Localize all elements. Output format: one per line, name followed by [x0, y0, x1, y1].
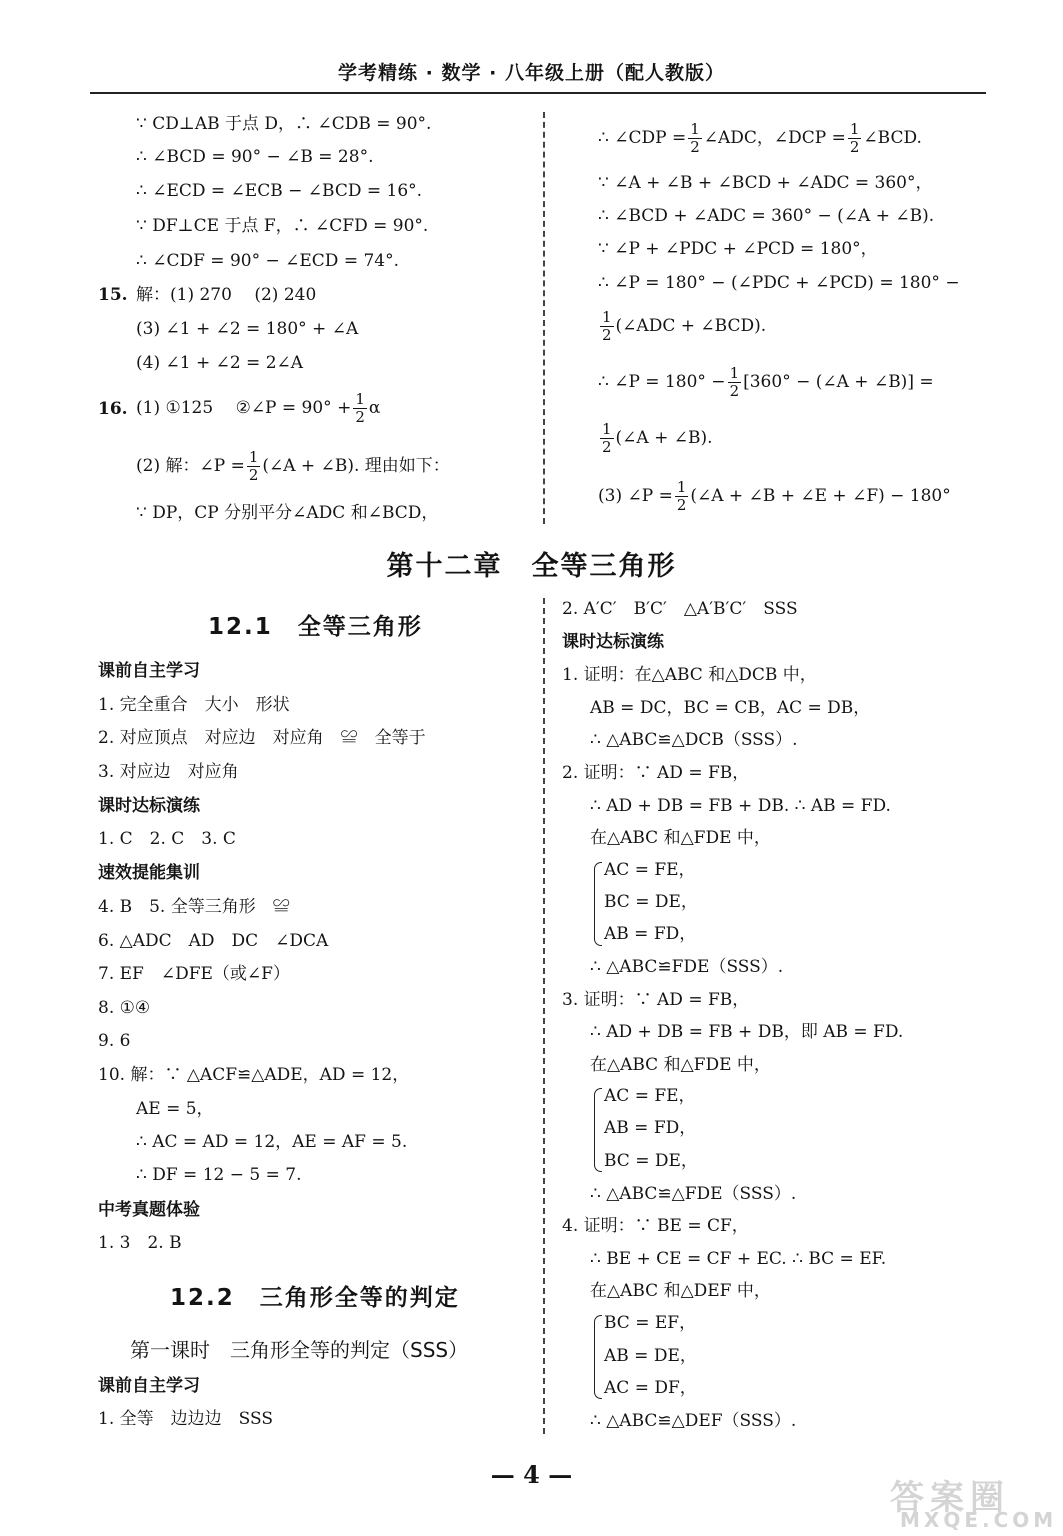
answer-line: 2. 对应顶点 对应边 对应角 ≌ 全等于: [98, 728, 426, 748]
column-divider-bottom: [543, 598, 545, 1434]
proof-line: AC = DF，: [604, 1378, 697, 1398]
proof-line: ∴ △ABC≌FDE（SSS）.: [590, 957, 784, 977]
fraction-one-half: $\frac{1}{2}$: [602, 308, 612, 344]
brace-bracket: [594, 862, 602, 946]
subsection-heading: 课时达标演练: [562, 632, 664, 652]
answer-line-with-fraction: [136, 448, 450, 484]
subsection-heading: 课前自主学习: [98, 661, 200, 681]
fraction-one-half: $\frac{1}{2}$: [248, 448, 259, 484]
proof-line: ∴ △ABC≌△DCB（SSS）.: [590, 730, 798, 750]
answer-line: 8. ①④: [98, 998, 151, 1018]
answer-line: 1. 3 2. B: [98, 1233, 182, 1253]
proof-line: ∴ △ABC≌△FDE（SSS）.: [590, 1184, 797, 1204]
answer-text: (2) 解：∠P =: [136, 456, 245, 476]
subsection-heading: 课时达标演练: [98, 796, 200, 816]
fraction-one-half: $\frac{1}{2}$: [676, 478, 687, 514]
proof-line: AB = FD，: [604, 1118, 697, 1138]
section-title-12-1: 12.1 全等三角形: [208, 614, 423, 640]
brace-bracket: [594, 1088, 602, 1172]
answer-line: 1. 完全重合 大小 形状: [98, 695, 290, 715]
proof-line: BC = DE，: [604, 1151, 698, 1171]
watermark-text: 答案圈: [890, 1478, 1010, 1518]
answer-line: 7. EF ∠DFE（或∠F）: [98, 964, 290, 984]
answer-line-with-fraction: [598, 476, 951, 516]
proof-line: AB = FD，: [604, 924, 697, 944]
page-header-title: 学考精练 · 数学 · 八年级上册（配人教版）: [338, 62, 725, 84]
brace-bracket: [594, 1315, 602, 1399]
proof-line: 3. 证明：∵ AD = FB，: [562, 990, 750, 1010]
question-number-15: 15.: [98, 285, 128, 305]
answer-text: α: [368, 398, 381, 418]
answer-text: [360° − (∠A + ∠B)] =: [743, 372, 934, 392]
answer-line-with-fraction: [136, 390, 380, 426]
subsection-heading: 速效提能集训: [98, 863, 200, 883]
lesson-title: 第一课时 三角形全等的判定（SSS）: [130, 1338, 469, 1362]
proof-line: ∴ AD + DB = FB + DB. ∴ AB = FD.: [590, 796, 891, 816]
proof-line: 在△ABC 和△DEF 中，: [590, 1281, 771, 1301]
fraction-one-half: $\frac{1}{2}$: [690, 120, 700, 156]
proof-line: 在△ABC 和△FDE 中，: [590, 1055, 771, 1075]
answer-text: (1) ①125 ②∠P = 90° +: [136, 398, 352, 418]
answer-line: 9. 6: [98, 1031, 131, 1051]
answer-line: ∵ ∠A + ∠B + ∠BCD + ∠ADC = 360°，: [598, 173, 933, 193]
answer-line: (3) ∠1 + ∠2 = 180° + ∠A: [136, 319, 359, 339]
answer-line: 解：(1) 270 (2) 240: [136, 285, 317, 305]
proof-line: AC = FE，: [604, 860, 696, 880]
answer-line: ∵ DF⊥CE 于点 F，∴ ∠CFD = 90°.: [136, 216, 429, 236]
subsection-heading: 中考真题体验: [98, 1200, 200, 1220]
answer-line: ∴ ∠ECD = ∠ECB − ∠BCD = 16°.: [136, 181, 423, 201]
proof-line: AC = FE，: [604, 1086, 696, 1106]
header-rule: [90, 92, 986, 94]
answer-line: 1. C 2. C 3. C: [98, 829, 236, 849]
question-number-16: 16.: [98, 399, 128, 419]
answer-text: (∠A + ∠B).: [615, 428, 713, 448]
answer-line: ∴ ∠P = 180° − (∠PDC + ∠PCD) = 180° −: [598, 273, 960, 293]
proof-line: 1. 证明：在△ABC 和△DCB 中，: [562, 665, 817, 685]
answer-line: ∴ ∠BCD = 90° − ∠B = 28°.: [136, 147, 374, 167]
answer-line: 10. 解：∵ △ACF≌△ADE，AD = 12，: [98, 1065, 410, 1085]
answer-line: 3. 对应边 对应角: [98, 762, 239, 782]
proof-line: AB = DC，BC = CB，AC = DB，: [590, 698, 871, 718]
answer-text: (∠ADC + ∠BCD).: [615, 316, 767, 336]
answer-line: ∴ DF = 12 − 5 = 7.: [136, 1165, 302, 1185]
answer-text: (∠A + ∠B + ∠E + ∠F) − 180°: [690, 486, 951, 506]
section-title-12-2: 12.2 三角形全等的判定: [170, 1285, 460, 1311]
proof-line: AB = DE，: [604, 1346, 697, 1366]
answer-line: 4. B 5. 全等三角形 ≌: [98, 897, 290, 917]
answer-line-with-fraction: [598, 118, 922, 158]
answer-line-with-fraction: [598, 306, 766, 346]
answer-line: AE = 5，: [136, 1099, 214, 1119]
answer-line-with-fraction: [598, 362, 934, 402]
subsection-heading: 课前自主学习: [98, 1376, 200, 1396]
watermark-url: MXQE.COM: [900, 1508, 1058, 1532]
proof-line: 2. 证明：∵ AD = FB，: [562, 763, 750, 783]
proof-line: 在△ABC 和△FDE 中，: [590, 828, 771, 848]
answer-text: ∠ADC，∠DCP =: [703, 128, 846, 148]
page-number: — 4 —: [490, 1460, 573, 1489]
proof-line: ∴ AD + DB = FB + DB，即 AB = FD.: [590, 1022, 904, 1042]
answer-line-with-fraction: [598, 418, 713, 458]
fraction-one-half: $\frac{1}{2}$: [849, 120, 860, 156]
answer-line: ∴ ∠CDF = 90° − ∠ECD = 74°.: [136, 251, 400, 271]
chapter-title: 第十二章 全等三角形: [386, 551, 677, 582]
answer-line: ∴ ∠BCD + ∠ADC = 360° − (∠A + ∠B).: [598, 206, 935, 226]
answer-line: ∵ CD⊥AB 于点 D，∴ ∠CDB = 90°.: [136, 114, 432, 134]
answer-text: ∴ ∠P = 180° −: [598, 372, 726, 392]
watermark-logo: [870, 1470, 1058, 1532]
answer-text: (∠A + ∠B). 理由如下：: [262, 456, 450, 476]
answer-line: 6. △ADC AD DC ∠DCA: [98, 931, 329, 951]
column-divider-top: [543, 112, 545, 524]
answer-line: 2. A′C′ B′C′ △A′B′C′ SSS: [562, 599, 798, 619]
fraction-one-half: $\frac{1}{2}$: [729, 364, 740, 400]
answer-text: (3) ∠P =: [598, 486, 673, 506]
proof-line: BC = EF，: [604, 1313, 697, 1333]
answer-text: ∴ ∠CDP =: [598, 128, 687, 148]
fraction-one-half: $\frac{1}{2}$: [355, 390, 365, 426]
answer-line: (4) ∠1 + ∠2 = 2∠A: [136, 353, 304, 373]
proof-line: BC = DE，: [604, 892, 698, 912]
answer-line: ∵ ∠P + ∠PDC + ∠PCD = 180°，: [598, 239, 878, 259]
fraction-one-half: $\frac{1}{2}$: [602, 420, 612, 456]
answer-line: ∴ AC = AD = 12，AE = AF = 5.: [136, 1132, 408, 1152]
answer-line: 1. 全等 边边边 SSS: [98, 1409, 273, 1429]
proof-line: ∴ BE + CE = CF + EC. ∴ BC = EF.: [590, 1249, 887, 1269]
proof-line: ∴ △ABC≌△DEF（SSS）.: [590, 1411, 797, 1431]
answer-text: ∠BCD.: [863, 128, 922, 148]
proof-line: 4. 证明：∵ BE = CF，: [562, 1216, 749, 1236]
answer-line: ∵ DP，CP 分别平分∠ADC 和∠BCD，: [136, 503, 439, 523]
